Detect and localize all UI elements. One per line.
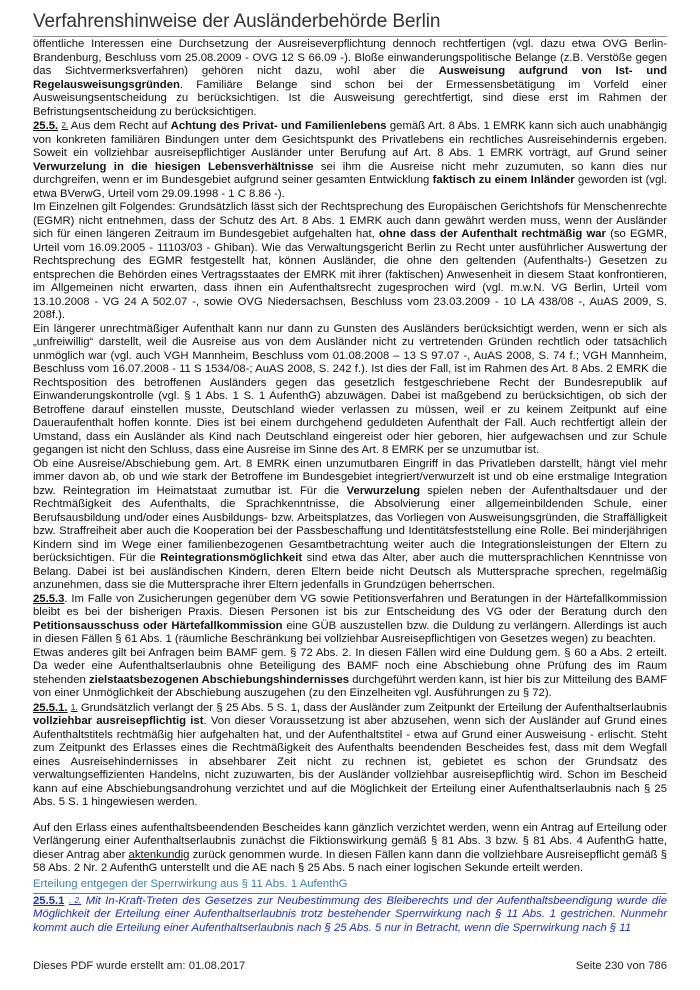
subsection-marker: 1. [70,702,78,712]
emphasis: ohne dass der Aufenthalt rechtmäßig war [378,228,606,240]
subheading-sperrwirkung: Erteilung entgegen der Sperrwirkung aus § 11 Abs. 1 AufenthG [33,877,667,894]
page-number: Seite 230 von 786 [575,960,667,972]
emphasis: Reintegrationsmöglichkeit [160,552,303,564]
emphasis: Achtung des Privat- und Familienlebens [170,120,387,132]
emphasis: Ausweisung aufgrund von Ist- und Regelausweisungsgründen [33,65,668,91]
emphasis: Verwurzelung in die hiesigen Lebensverhältnisse [33,160,314,173]
paragraph-section-25-5-2: 25.5. 2. Aus dem Recht auf Achtung des Privat- und Familienlebens gemäß Art. 8 Abs. 1 EMRK kann sich auch unabhängig von konkreten familiären Bindungen unter dem Gesichtspunkt des Privatlebens ein rechtliches Ausreisehindernis ergeben. Soweit ein vollziehbar ausreisepflichtiger Ausländer unter Berufung auf Art. 8 Abs. 1 EMRK vorträgt, auf Grund seiner Verwurzelung in die hiesigen Lebensverhältnisse sei ihm die Ausreise nicht mehr zuzumuten, so kann dies nur durchgreifen, wenn er im Bundesgebiet aufgrund seiner gesamten Entwicklung faktisch zu einem Inländer geworden ist (vgl. etwa BVerwG, Urteil vom 29.09.1998 - 1 C 8.86 -). [33,120,668,200]
section-number: 25.5. [33,120,59,132]
section-number: 25.5.1. [33,701,68,714]
paragraph: öffentliche Interessen eine Durchsetzung der Ausreiseverpflichtung dennoch rechtfertigen (vgl. dazu etwa OVG Berlin-Brandenburg, Beschluss vom 25.08.2009 - OVG 12 S 66.09 -). Bloße einwanderungspolitische Belange (z.B. Verstöße gegen das Sichtvermerksverfahren) gehören nicht dazu, wohl aber die Ausweisung aufgrund von Ist- und Regelausweisungsgründen. Familiäre Belange sind schon bei der Ermessensbetätigung im Vorfeld einer Ausweisungsentscheidung zu berücksichtigen. Ist die Ausweisung gerechtfertigt, sind diese erst im Rahmen der Befristungsentscheidung zu berücksichtigen. [33,38,668,118]
paragraph: Ob eine Ausreise/Abschiebung gem. Art. 8 EMRK einen unzumutbaren Eingriff in das Privatleben darstellt, hängt viel mehr immer davon ab, ob und wie stark der Betroffene im Bundesgebiet integriert/verwurzelt ist und ob eine erstmalige Integration bzw. Reintegration im Heimatstaat zumutbar ist. Für die Verwurzelung spielen neben der Aufenthaltsdauer und der Rechtmäßigkeit des Aufenthalts, die Sprachkenntnisse, die Absolvierung einer allgemeinbildenden Schule, einer Berufsausbildung und/oder eines Ausbildungs- bzw. Arbeitsplatzes, das Vorliegen von Ausweisungsgründen, die Straffälligkeit bzw. Straffreiheit aber auch die Kooperation bei der Passbeschaffung und Identitätsfeststellung eine Rolle. Bei minderjährigen Kindern sind im Wege einer familienbezogenen Gesamtbetrachtung weiter auch die Integrationsleistungen der Eltern zu berücksichtigen. Für die Reintegrationsmöglichkeit sind etwa das Alter, aber auch die muttersprachlichen Kenntnisse von Belang. Dabei ist bei ausländischen Kindern, deren Eltern beide nicht Deutsch als Muttersprache sprechen, regelmäßig anzunehmen, dass sie die Muttersprache ihrer Eltern jedenfalls in Grundzügen beherrschen. [33,457,668,591]
creation-date: Dieses PDF wurde erstellt am: 01.08.2017 [33,960,246,972]
subsection-marker: . 2. [68,895,82,905]
document-body [33,38,667,935]
emphasis: vollziehbar ausreisepflichtig ist [33,715,204,727]
paragraph: Auf den Erlass eines aufenthaltsbeendenden Bescheides kann gänzlich verzichtet werden, wenn ein Antrag auf Erteilung oder Verlängerung einer Aufenthaltserlaubnis zunächst die Fiktionswirkung gemäß § 81 Abs. 3 bzw. § 81 Abs. 4 AufenthG hatte, dieser Antrag aber aktenkundig zurück genommen wurde. In diesen Fällen kann dann die vollziehbare Ausreisepflicht gemäß § 58 Abs. 2 Nr. 2 AufenthG unterstellt und die AE nach § 25 Abs. 5 nach einer logischen Sekunde erteilt werden. [33,821,667,874]
page-header [33,10,667,37]
section-number: 25.5.3 [33,592,65,605]
document-title: Verfahrenshinweise der Ausländerbehörde Berlin [33,11,441,32]
emphasis: zielstaatsbezogenen Abschiebungshindernisses [88,673,350,686]
underlined-term: aktenkundig [128,848,190,861]
header-divider [33,36,667,37]
paragraph: Ein längerer unrechtmäßiger Aufenthalt kann nur dann zu Gunsten des Ausländers berücksichtigt werden, wenn er sich als „unfreiwillig“ darstellt, weil die Ausreise aus von dem Ausländer nicht zu vertretenden Gründen rechtlich oder tatsächlich unmöglich war (vgl. auch VGH Mannheim, Beschluss vom 01.08.2008 – 13 S 97.07 -, AuAS 2008, S. 74 f.; VGH Mannheim, Beschluss vom 16.07.2008 - 11 S 1534/08-; AuAS 2008, S. 242 f.). Ist dies der Fall, ist im Rahmen des Art. 8 Abs. 2 EMRK die Rechtsposition des betroffenen Ausländers gegen das gesetzlich festgeschriebene Recht der Bundesrepublik auf Einwanderungskontrolle (vgl. § 1 Abs. 1 S. 1 AufenthG) abzuwägen. Dabei ist maßgebend zu berücksichtigen, ob sich der Betroffene darauf einstellen musste, Deutschland wieder verlassen zu müssen, weil er zu keinem Zeitpunkt auf eine Daueraufenthalt hoffen konnte. Dies ist bei einem durchgehend geduldeten Aufenthalt der Fall. Auch rechtfertigt allein der Umstand, dass ein Ausländer als Kind nach Deutschland eingereist oder hier geboren, hier aufgewachsen und zur Schule gegangen ist nicht den Schluss, dass eine Ausreise im Sinne des Art. 8 EMRK per se unzumutbar ist. [33,322,667,456]
subsection-marker: 2. [61,121,69,130]
paragraph-spacer [33,810,667,822]
section-number: 25.5.1 [33,894,65,907]
paragraph-section-25-5-1-1: 25.5.1. 1. Grundsätzlich verlangt der § 25 Abs. 5 S. 1, dass der Ausländer zum Zeitpunkt der Erteilung der Aufenthaltserlaubnis vollziehbar ausreisepflichtig ist. Von dieser Voraussetzung ist aber abzusehen, wenn sich der Ausländer auf Grund eines Aufenthaltstitels rechtmäßig hier aufgehalten hat, und der Aufenthaltstitel - etwa auf Grund einer Ausweisung - erlischt. Steht zum Zeitpunkt des Erlasses eines die Rechtmäßigkeit des Aufenthalts beendenden Bescheides fest, dass mit dem Wegfall eines Ausreisehindernisses in absehbarer Zeit nicht zu rechnen ist, gebietet es schon der Grundsatz des verwaltungseffizienten Handelns, nicht zuzuwarten, bis der Ausländer vollziehbar ausreisepflichtig wird. Schon im Bescheid kann auf eine Abschiebungsandrohung verzichtet und auf die Möglichkeit der Erteilung einer Aufenthaltserlaubnis nach § 25 Abs. 5 S. 1 hingewiesen werden. [33,701,667,808]
paragraph: Etwas anderes gilt bei Anfragen beim BAMF gem. § 72 Abs. 2. In diesen Fällen wird eine Duldung gem. § 60 a Abs. 2 erteilt. Da weder eine Aufenthaltserlaubnis ohne Beteiligung des BAMF noch eine Abschiebung ohne Prüfung des im Raum stehenden zielstaatsbezogenen Abschiebungshindernisses durchgeführt werden kann, ist hier bis zur Mitteilung des BAMF von einer Unmöglichkeit der Abschiebung auszugehen (zu den Einzelheiten vgl. Ausführungen zu § 72). [33,646,668,699]
paragraph-section-25-5-1-2: 25.5.1 . 2. Mit In-Kraft-Treten des Gesetzes zur Neubestimmung des Bleiberechts und der Aufenthaltsbeendigung wurde die Möglichkeit der Erteilung einer Aufenthaltserlaubnis trotz bestehender Sperrwirkung nach § 11 Abs. 1 gestrichen. Nunmehr kommt auch die Erteilung einer Aufenthaltserlaubnis nach § 25 Abs. 5 nur in Betracht, wenn die Sperrwirkung nach § 11 [33,894,668,934]
paragraph: Im Einzelnen gilt Folgendes: Grundsätzlich lässt sich der Rechtsprechung des Europäischen Gerichtshofs für Menschenrechte (EGMR) nicht entnehmen, dass der Schutz des Art. 8 Abs. 1 EMRK auch dann gewährt werden muss, wenn der Ausländer sich für einen längeren Zeitraum im Bundesgebiet aufgehalten hat, ohne dass der Aufenthalt rechtmäßig war (so EGMR, Urteil vom 16.09.2005 - 11103/03 - Ghiban). Wie das Verwaltungsgericht Berlin zu Recht unter ausführlicher Auswertung der Rechtsprechung des EGMR festgestellt hat, können Ausländer, die ohne den geltenden (Aufenthalts-) Gesetzen zu entsprechen die Behörden eines Vertragsstaates der EMRK mit ihrer (faktischen) Anwesenheit in diesem Staat konfrontieren, im Allgemeinen nicht erwarten, dass ihnen ein Aufenthaltsrecht zugesprochen wird (vgl. m.w.N. VG Berlin, Urteil vom 13.10.2008 - VG 24 A 502.07 -, sowie OVG Niedersachsen, Beschluss vom 23.03.2009 - 10 LA 438/08 -, AuAS 2009, S. 208f.). [33,201,668,321]
emphasis: Petitionsausschuss oder Härtefallkommission [33,619,283,632]
emphasis: faktisch zu einem Inländer [432,174,575,186]
paragraph-section-25-5-3: 25.5.3. Im Falle von Zusicherungen gegenüber dem VG sowie Petitionsverfahren und Beratungen in der Härtefallkommission bleibt es bei der bisherigen Praxis. Diesen Personen ist bis zur Entscheidung des VG oder der Beratung durch den Petitionsausschuss oder Härtefallkommission eine GÜB auszustellen bzw. die Duldung zu verlängern. Allerdings ist auch in diesen Fällen § 61 Abs. 1 (räumliche Beschränkung bei vollziehbar Ausreisepflichtigen von Gesetzes wegen) zu beachten. [33,592,667,645]
emphasis: Verwurzelung [346,484,420,497]
